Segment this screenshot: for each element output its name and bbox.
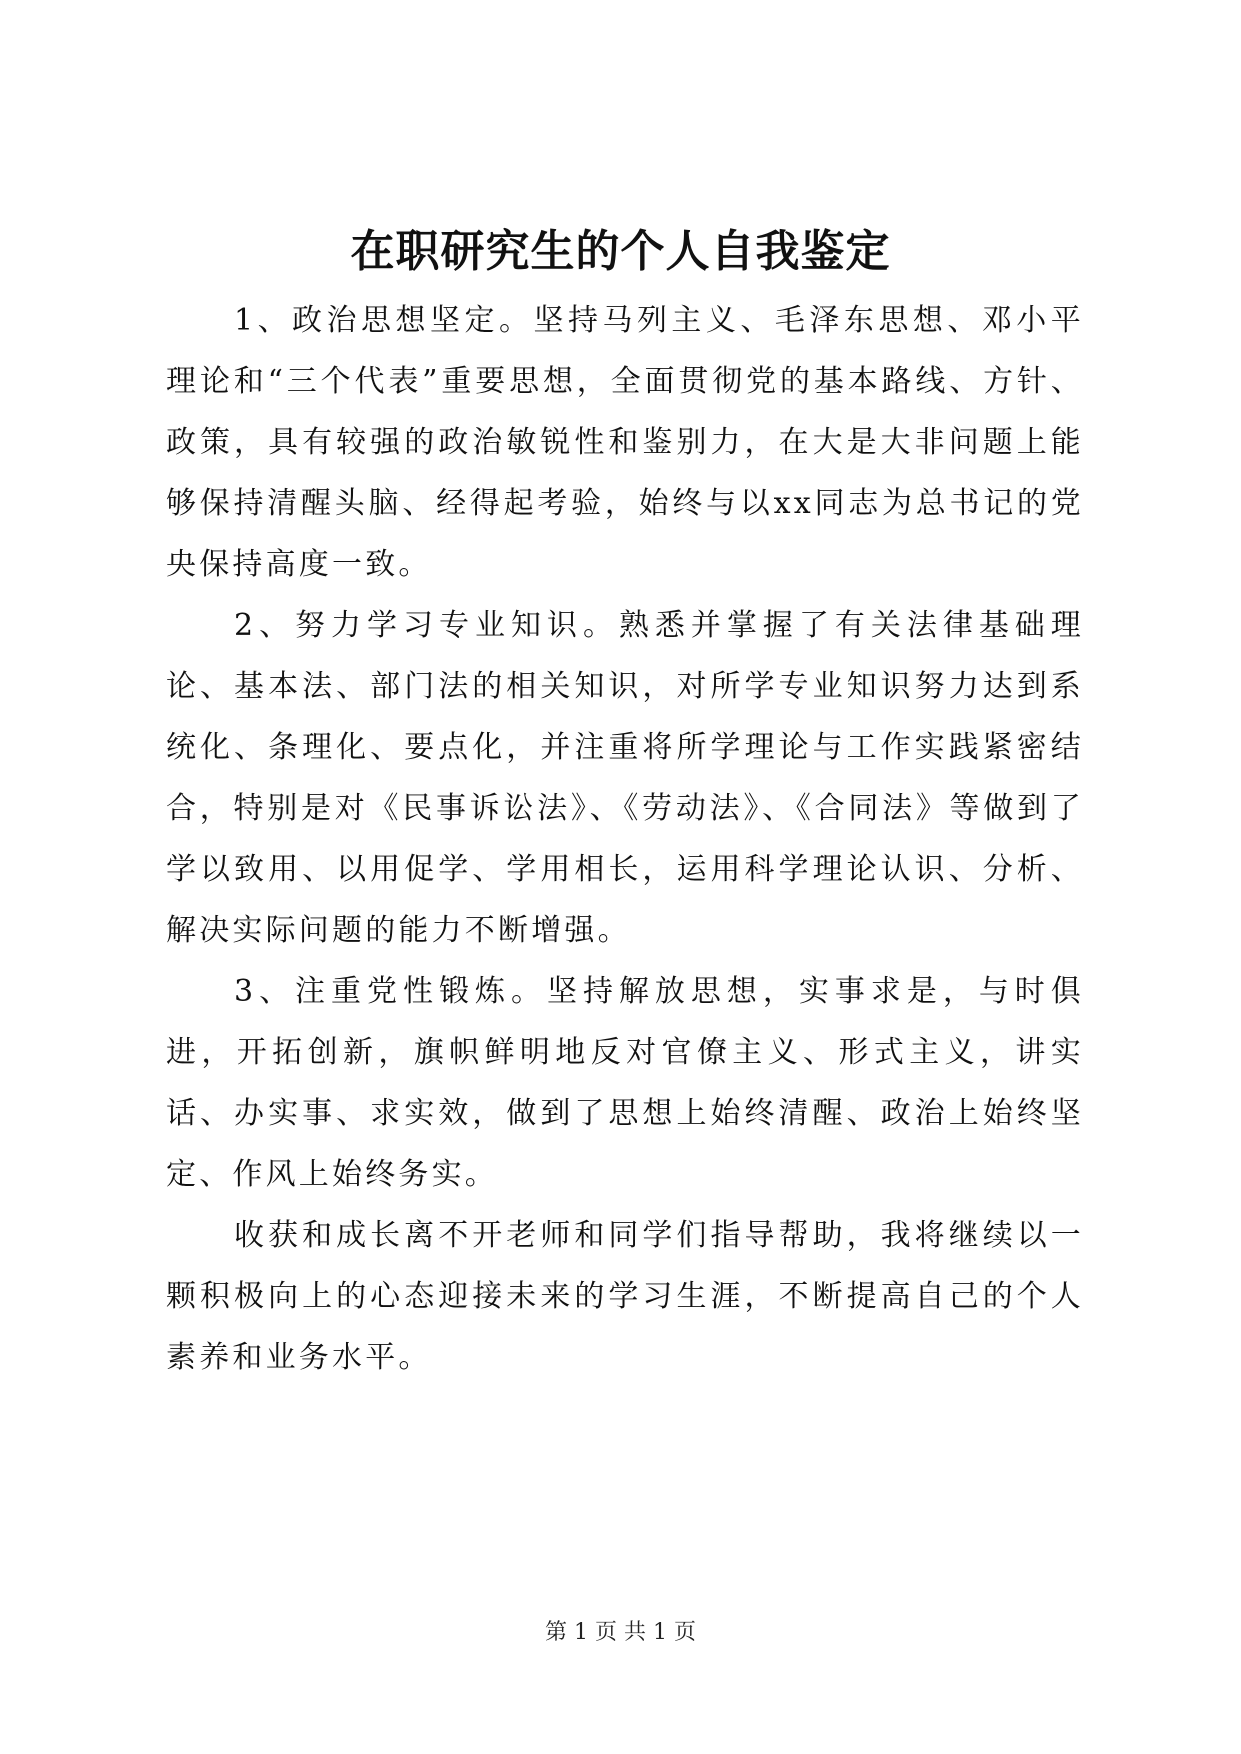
paragraph-conclusion: 收获和成长离不开老师和同学们指导帮助，我将继续以一颗积极向上的心态迎接未来的学习生涯，不断提高自己的个人素养和业务水平。 (166, 1218, 1084, 1375)
paragraph-party-training: 3、注重党性锻炼。坚持解放思想，实事求是，与时俱进，开拓创新，旗帜鲜明地反对官僚主义、形式主义，讲实话、办实事、求实效，做到了思想上始终清醒、政治上始终坚定、作风上始终务实。 (166, 974, 1084, 1192)
page-number-footer: 第 1 页 共 1 页 (545, 1620, 696, 1645)
paragraph-political-thought: 1、政治思想坚定。坚持马列主义、毛泽东思想、邓小平理论和“三个代表”重要思想，全面贯彻党的基本路线、方针、政策，具有较强的政治敏锐性和鉴别力，在大是大非问题上能够保持清醒头脑、经得起考验，始终与以xx同志为总书记的党央保持高度一致。 (166, 303, 1084, 582)
document-body (166, 290, 1084, 1388)
paragraph-professional-study: 2、努力学习专业知识。熟悉并掌握了有关法律基础理论、基本法、部门法的相关知识，对所学专业知识努力达到系统化、条理化、要点化，并注重将所学理论与工作实践紧密结合，特别是对《民事诉讼法》、《劳动法》、《合同法》等做到了学以致用、以用促学、学用相长，运用科学理论认识、分析、解决实际问题的能力不断增强。 (166, 608, 1084, 948)
document-title: 在职研究生的个人自我鉴定 (350, 226, 891, 277)
